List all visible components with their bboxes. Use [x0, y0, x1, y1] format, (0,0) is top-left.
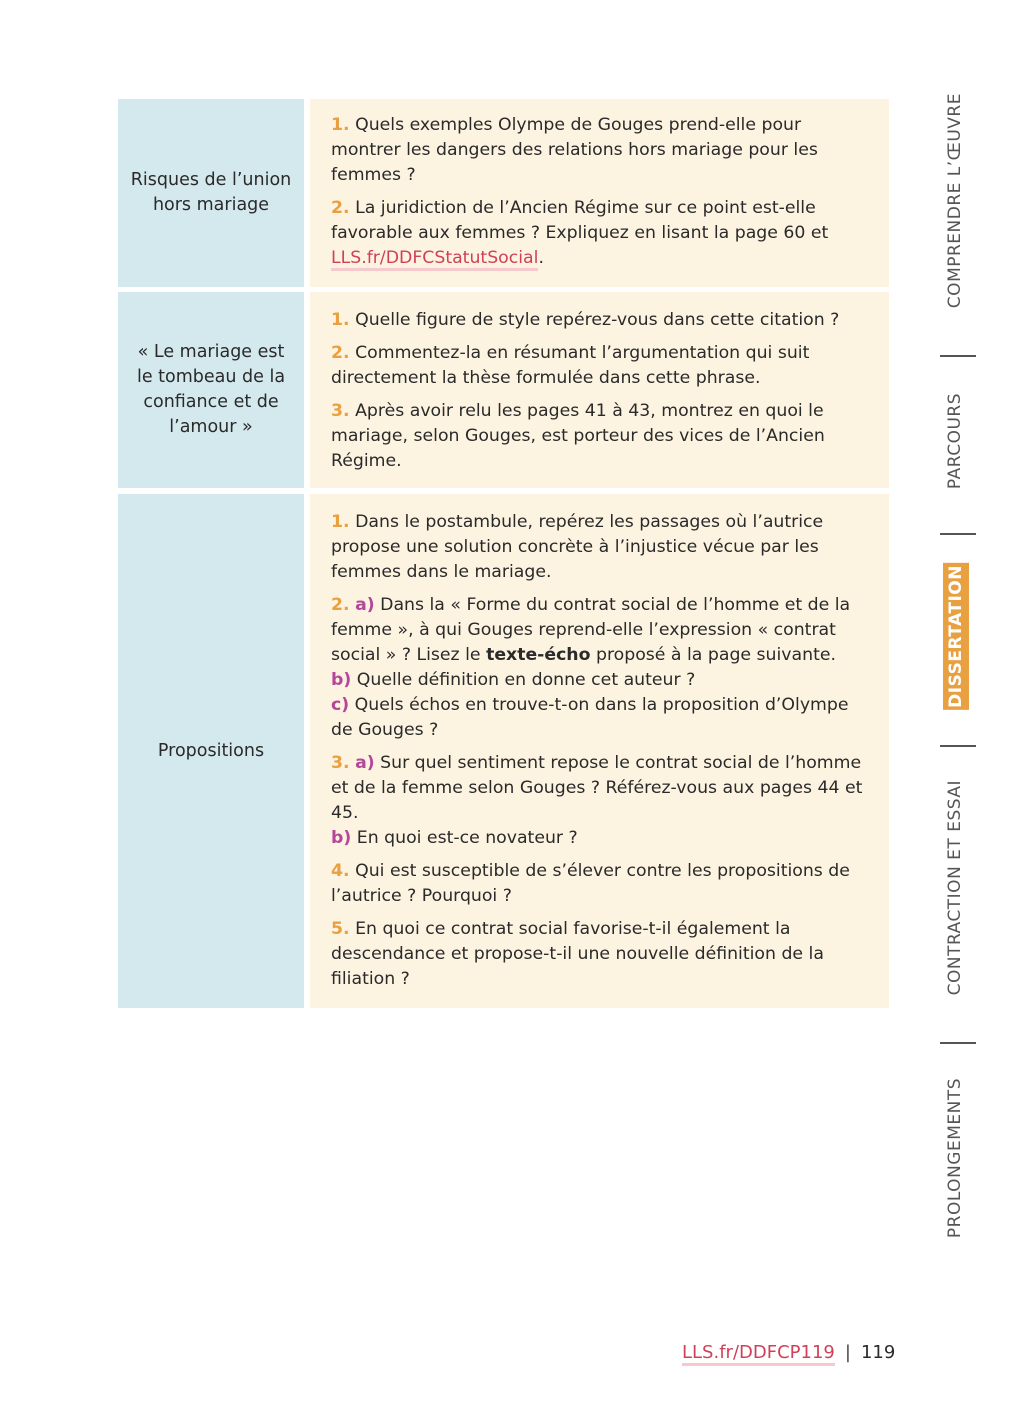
sub-letter: a) — [355, 753, 375, 773]
question-number: 1. — [331, 512, 350, 532]
statut-social-link[interactable]: LLS.fr/DDFCStatutSocial — [331, 248, 538, 271]
question-text-end: proposé à la page suivante. — [590, 645, 836, 665]
sub-letter: b) — [331, 670, 352, 690]
divider — [940, 745, 976, 747]
page-number: 119 — [860, 1342, 896, 1363]
question-text: Quels échos en trouve-t-on dans la proposition d’Olympe de Gouges ? — [331, 695, 849, 740]
question-number: 1. — [331, 115, 350, 135]
table-row — [118, 494, 889, 1008]
question — [331, 593, 869, 743]
questions — [310, 99, 889, 287]
questions — [310, 292, 889, 488]
question-text: En quoi est-ce novateur ? — [356, 828, 578, 848]
sub-letter: b) — [331, 828, 352, 848]
question-text: Après avoir relu les pages 41 à 43, montrez en quoi le mariage, selon Gouges, est porteur des vices de l’Ancien Régime. — [331, 401, 825, 471]
question-text: Quels exemples Olympe de Gouges prend-elle pour montrer les dangers des relations hors mariage pour les femmes ? — [331, 115, 818, 185]
question-number: 5. — [331, 919, 350, 939]
page-link[interactable]: LLS.fr/DDFCP119 — [682, 1342, 835, 1366]
question-text: Quelle figure de style repérez-vous dans cette citation ? — [355, 310, 840, 330]
question — [331, 859, 869, 909]
nav-tab-parcours[interactable]: PARCOURS — [945, 393, 965, 490]
question-text: Commentez-la en résumant l’argumentation qui suit directement la thèse formulée dans cette phrase. — [331, 343, 810, 388]
question-number: 2. — [331, 595, 350, 615]
row-label: Propositions — [118, 494, 304, 1008]
question-number: 2. — [331, 343, 350, 363]
question — [331, 510, 869, 585]
nav-tab-comprendre[interactable]: COMPRENDRE L’ŒUVRE — [945, 93, 965, 309]
question-text: Sur quel sentiment repose le contrat social de l’homme et de la femme selon Gouges ? Référez-vous aux pages 44 et 45. — [331, 753, 863, 823]
nav-tab-dissertation[interactable]: DISSERTATION — [943, 563, 969, 710]
question-number: 2. — [331, 198, 350, 218]
row-label: Risques de l’union hors mariage — [118, 99, 304, 287]
question-number: 1. — [331, 310, 350, 330]
sub-letter: c) — [331, 695, 350, 715]
question — [331, 917, 869, 992]
nav-tab-prolongements[interactable]: PROLONGEMENTS — [945, 1078, 965, 1239]
question-text: La juridiction de l’Ancien Régime sur ce point est-elle favorable aux femmes ? Expliquez en lisant la page 60 et — [331, 198, 829, 243]
divider — [940, 1042, 976, 1044]
question — [331, 196, 869, 271]
table-row — [118, 99, 889, 287]
question-text: Dans la « Forme du contrat social de l’homme et de la femme », à qui Gouges reprend-elle l’expression « contrat social » ? Lisez le — [331, 595, 851, 665]
row-label: « Le mariage est le tombeau de la confiance et de l’amour » — [118, 292, 304, 488]
nav-tab-contraction[interactable]: CONTRACTION ET ESSAI — [945, 780, 965, 996]
texte-echo: texte-écho — [486, 645, 591, 665]
question-number: 3. — [331, 753, 350, 773]
question — [331, 308, 869, 333]
footer — [682, 1342, 895, 1363]
sub-letter: a) — [355, 595, 375, 615]
question-number: 4. — [331, 861, 350, 881]
questions — [310, 494, 889, 1008]
question — [331, 341, 869, 391]
footer-separator: | — [844, 1342, 851, 1363]
question-number: 3. — [331, 401, 350, 421]
question-text-end: . — [538, 248, 544, 268]
table-row — [118, 292, 889, 488]
question — [331, 751, 869, 851]
question-text: En quoi ce contrat social favorise-t-il également la descendance et propose-t-il une nouvelle définition de la filiation ? — [331, 919, 824, 989]
question — [331, 113, 869, 188]
divider — [940, 533, 976, 535]
question — [331, 399, 869, 474]
divider — [940, 355, 976, 357]
question-text: Qui est susceptible de s’élever contre les propositions de l’autrice ? Pourquoi ? — [331, 861, 850, 906]
question-text: Quelle définition en donne cet auteur ? — [356, 670, 696, 690]
question-text: Dans le postambule, repérez les passages où l’autrice propose une solution concrète à l’injustice vécue par les femmes dans le mariage. — [331, 512, 824, 582]
